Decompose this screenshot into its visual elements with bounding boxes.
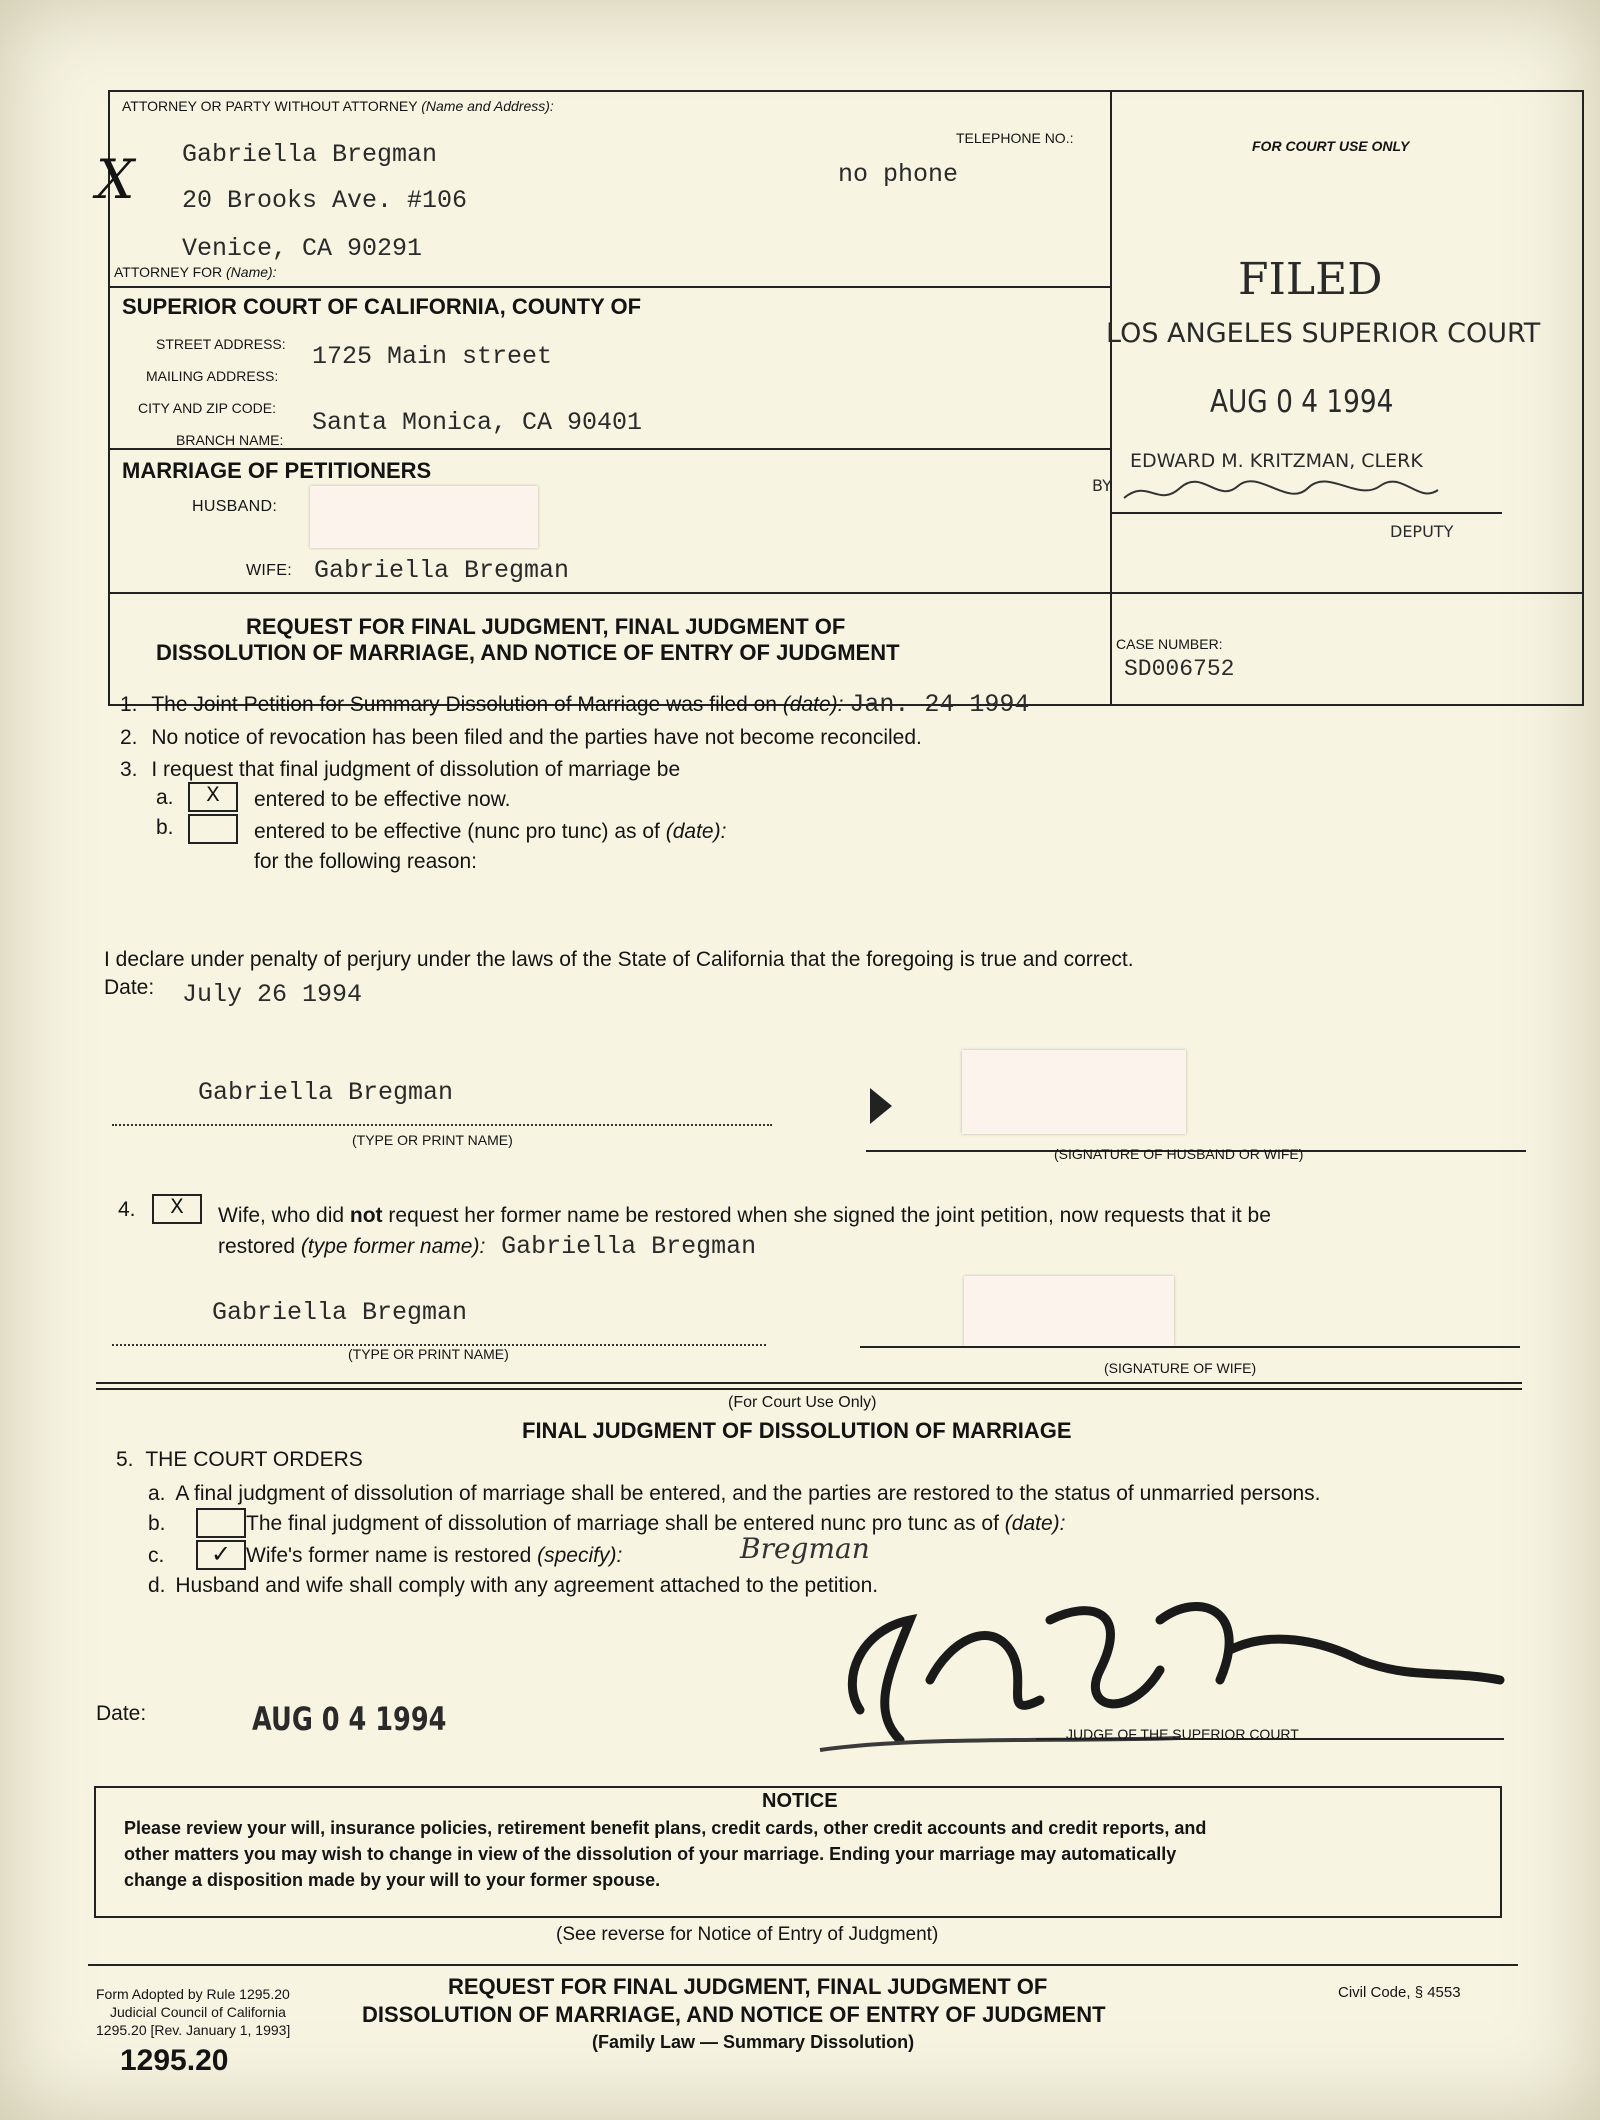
x-mark: X [96,148,135,211]
item-3-text: I request that final judgment of dissolution of marriage be [151,758,681,781]
attorney-address-1: 20 Brooks Ave. #106 [182,186,468,215]
stamp-by: BY [1092,476,1112,495]
signature-line-2 [860,1346,1520,1348]
city-label: CITY AND ZIP CODE: [138,400,276,416]
attorney-for-text: ATTORNEY FOR [114,264,223,280]
item-3b-text [254,820,726,844]
deputy-signature [1118,468,1458,518]
court-orders-text: THE COURT ORDERS [145,1448,363,1471]
footer-rule [88,1964,1518,1966]
order-c-text [246,1544,622,1568]
item-3b-reason: for the following reason: [254,850,477,873]
court-orders [116,1448,363,1472]
parties-section-rule [108,448,1112,450]
item-4-number: 4. [118,1198,136,1221]
item-2 [120,726,922,750]
item-3 [120,758,680,782]
item-1-date-label: (date): [782,693,844,716]
stamp-court: LOS ANGELES SUPERIOR COURT [1106,318,1541,349]
telephone-label: TELEPHONE NO.: [956,130,1074,146]
stamp-deputy: DEPUTY [1390,522,1454,541]
form-title-1: REQUEST FOR FINAL JUDGMENT, FINAL JUDGMENT OF [246,614,846,639]
item-1 [120,690,1029,719]
item-4-checkbox[interactable]: X [152,1194,202,1224]
order-b-checkbox[interactable] [196,1508,246,1538]
item-3-number: 3. [120,758,138,781]
footer-title-1: REQUEST FOR FINAL JUDGMENT, FINAL JUDGMENT OF [448,1974,1048,1999]
city-value: Santa Monica, CA 90401 [312,408,643,437]
order-d-text: Husband and wife shall comply with any agreement attached to the petition. [175,1574,879,1597]
notice-line-1: Please review your will, insurance policies, retirement benefit plans, credit cards, other credit accounts and credit reports, and [124,1818,1207,1838]
item-2-number: 2. [120,726,138,749]
signature-redaction-2 [964,1276,1174,1346]
declarant-name: Gabriella Bregman [198,1078,454,1107]
order-c-label: Wife's former name is restored [246,1544,532,1567]
judgment-date-label: Date: [96,1702,147,1725]
attorney-for-label [114,264,277,280]
mailing-label: MAILING ADDRESS: [146,368,279,384]
case-number-label: CASE NUMBER: [1116,636,1223,652]
attorney-address-2: Venice, CA 90291 [182,234,423,263]
branch-label: BRANCH NAME: [176,432,284,448]
street-label: STREET ADDRESS: [156,336,286,352]
court-use-label: FOR COURT USE ONLY [1252,138,1410,154]
notice-title: NOTICE [762,1790,838,1812]
husband-label: HUSBAND: [192,498,278,515]
stamp-date: AUG 0 4 1994 [1210,384,1394,420]
wife-print-name: Gabriella Bregman [212,1298,468,1327]
date-label: Date: [104,976,155,999]
form-number: 1295.20 [120,2044,229,2077]
title-section-rule [108,592,1582,594]
parties-title: MARRIAGE OF PETITIONERS [122,458,432,483]
order-a [148,1482,1321,1506]
judge-label: JUDGE OF THE SUPERIOR COURT [1066,1726,1299,1742]
attorney-for-suffix: (Name): [226,264,277,280]
footer-subtitle: (Family Law — Summary Dissolution) [592,2032,915,2052]
judgment-title: FINAL JUDGMENT OF DISSOLUTION OF MARRIAGE [522,1418,1072,1443]
item-4-not: not [349,1204,383,1227]
signature-label-1: (SIGNATURE OF HUSBAND OR WIFE) [1054,1146,1304,1162]
item-3b-date-label: (date): [665,820,727,843]
footer-title-2: DISSOLUTION OF MARRIAGE, AND NOTICE OF ENTRY OF JUDGMENT [362,2002,1106,2027]
type-print-label-2: (TYPE OR PRINT NAME) [348,1346,509,1362]
order-c-checkbox[interactable]: ✓ [196,1540,246,1570]
order-c-handwritten: Bregman [740,1532,870,1565]
civil-code: Civil Code, § 4553 [1338,1984,1461,2001]
item-2-text: No notice of revocation has been filed and the parties have not become reconciled. [151,726,922,749]
item-3b-letter: b. [156,816,174,839]
wife-value: Gabriella Bregman [314,556,570,585]
declaration-text: I declare under penalty of perjury under the laws of the State of California that the foregoing is true and correct. [104,948,1134,971]
attorney-label [122,98,554,114]
item-3a-checkbox[interactable]: X [188,782,238,812]
order-d [148,1574,878,1598]
form-adopted-1: Form Adopted by Rule 1295.20 [96,1986,290,2002]
order-a-letter: a. [148,1482,166,1505]
item-1-number: 1. [120,693,138,716]
item-1-date: Jan. 24 1994 [849,690,1030,719]
item-4-text [218,1204,1271,1228]
attorney-label-text: ATTORNEY OR PARTY WITHOUT ATTORNEY [122,98,418,114]
order-c-specify: (specify): [537,1544,623,1567]
deputy-line [1112,512,1502,514]
item-4-restored: restored [218,1235,296,1258]
signature-label-2: (SIGNATURE OF WIFE) [1104,1360,1257,1376]
see-reverse: (See reverse for Notice of Entry of Judgment) [556,1924,939,1945]
attorney-label-suffix: (Name and Address): [421,98,554,114]
item-4-post: request her former name be restored when she signed the joint petition, now requests that it be [388,1204,1271,1227]
order-c-letter: c. [148,1544,165,1567]
order-d-letter: d. [148,1574,166,1597]
court-title: SUPERIOR COURT OF CALIFORNIA, COUNTY OF [122,294,642,319]
judgment-rule-1 [96,1382,1522,1384]
order-b-label: The final judgment of dissolution of marriage shall be entered nunc pro tunc as of [246,1512,999,1535]
declarant-name-line [112,1124,772,1126]
signature-redaction-1 [962,1050,1186,1134]
item-4-line2 [218,1232,756,1261]
form-adopted-2: Judicial Council of California [110,2004,286,2020]
item-3a-text: entered to be effective now. [254,788,511,811]
wife-label: WIFE: [246,562,292,579]
form-title-2: DISSOLUTION OF MARRIAGE, AND NOTICE OF ENTRY OF JUDGMENT [156,640,900,665]
item-4-type-former: (type former name): [300,1235,486,1258]
notice-line-3: change a disposition made by your will to your former spouse. [124,1870,661,1890]
item-4-former-name: Gabriella Bregman [501,1232,757,1261]
signature-arrow-icon [868,1086,894,1126]
item-3a-letter: a. [156,786,174,809]
order-a-text: A final judgment of dissolution of marriage shall be entered, and the parties are restored to the status of unmarried persons. [175,1482,1321,1505]
filed-stamp: FILED [1238,254,1383,305]
street-value: 1725 Main street [312,342,553,371]
item-4-pre: Wife, who did [218,1204,345,1227]
caption-divider [1110,90,1112,704]
stamp-clerk: EDWARD M. KRITZMAN, CLERK [1130,450,1423,472]
declaration-date: July 26 1994 [182,980,363,1009]
telephone-value: no phone [838,160,959,189]
notice-line-2: other matters you may wish to change in view of the dissolution of your marriage. Ending your marriage may automatically [124,1844,1177,1864]
form-adopted-3: 1295.20 [Rev. January 1, 1993] [96,2022,291,2038]
order-b-letter: b. [148,1512,166,1535]
court-use-only: (For Court Use Only) [728,1394,877,1411]
item-3b-checkbox[interactable] [188,814,238,844]
item-1-text: The Joint Petition for Summary Dissolution of Marriage was filed on [151,693,777,716]
judgment-date-stamp: AUG 0 4 1994 [252,1700,447,1738]
court-section-rule [108,286,1112,288]
husband-name-redaction [310,486,538,548]
attorney-name: Gabriella Bregman [182,140,438,169]
case-number-value: SD006752 [1124,656,1235,682]
judgment-rule-2 [96,1388,1522,1390]
item-3b-label: entered to be effective (nunc pro tunc) as of [254,820,660,843]
order-b-date-label: (date): [1004,1512,1066,1535]
court-orders-number: 5. [116,1448,134,1471]
type-print-label-1: (TYPE OR PRINT NAME) [352,1132,513,1148]
order-b-text [246,1512,1066,1536]
